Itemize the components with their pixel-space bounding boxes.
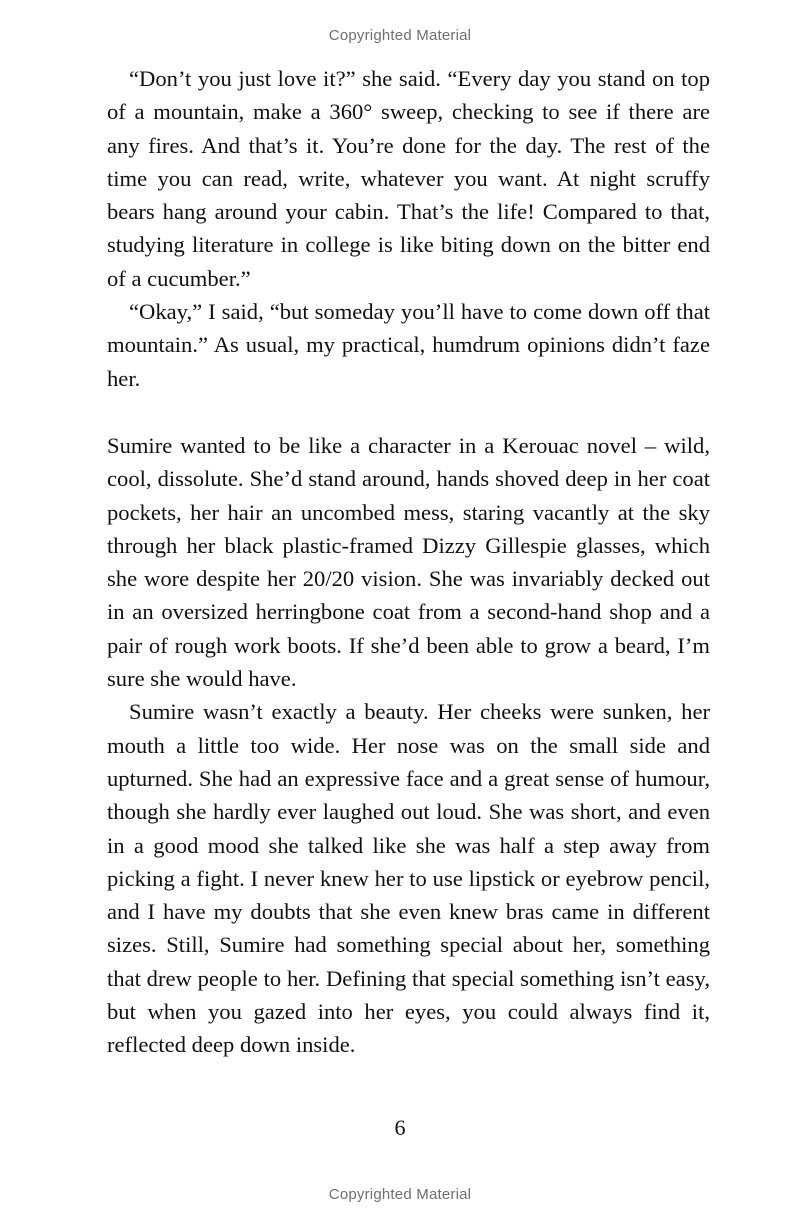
paragraph-kerouac: Sumire wanted to be like a character in a Kerouac novel – wild, cool, dissolute. She’d stand around, hands shoved deep in her coat pockets, her hair an uncombed mess, staring vacantly at the sky through her black plastic-framed Dizzy Gillespie glasses, which she wore despite her 20/20 vision. She was invariably decked out in an oversized herringbone coat from a second-hand shop and a pair of rough work boots. If she’d been able to grow a beard, I’m sure she would have. — [107, 433, 710, 692]
text-section-dialogue — [107, 62, 710, 395]
paragraph-okay-reply: “Okay,” I said, “but someday you’ll have to come down off that mountain.” As usual, my practical, humdrum opinions didn’t faze her. — [107, 299, 710, 391]
copyright-watermark-bottom: Copyrighted Material — [328, 1186, 472, 1203]
paragraph-beauty: Sumire wasn’t exactly a beauty. Her cheeks were sunken, her mouth a little too wide. Her nose was on the small side and upturned. She had an expressive face and a great sense of humour, though she hardly ever laughed out loud. She was short, and even in a good mood she talked like she was half a step away from picking a fight. I never knew her to use lipstick or eyebrow pencil, and I have my doubts that she even knew bras came in different sizes. Still, Sumire had something special about her, something that drew people to her. Defining that special something isn’t easy, but when you gazed into her eyes, you could always find it, reflected deep down inside. — [107, 699, 710, 1058]
copyright-watermark-top: Copyrighted Material — [328, 27, 472, 44]
paragraph-mountain-quote: “Don’t you just love it?” she said. “Every day you stand on top of a mountain, make a 360° sweep, checking to see if there are any fires. And that’s it. You’re done for the day. The rest of the time you can read, write, whatever you want. At night scruffy bears hang around your cabin. That’s the life! Compared to that, studying literature in college is like biting down on the bitter end of a cucumber.” — [107, 66, 710, 291]
page-number: 6 — [394, 1115, 406, 1140]
text-section-sumire — [107, 429, 710, 1062]
